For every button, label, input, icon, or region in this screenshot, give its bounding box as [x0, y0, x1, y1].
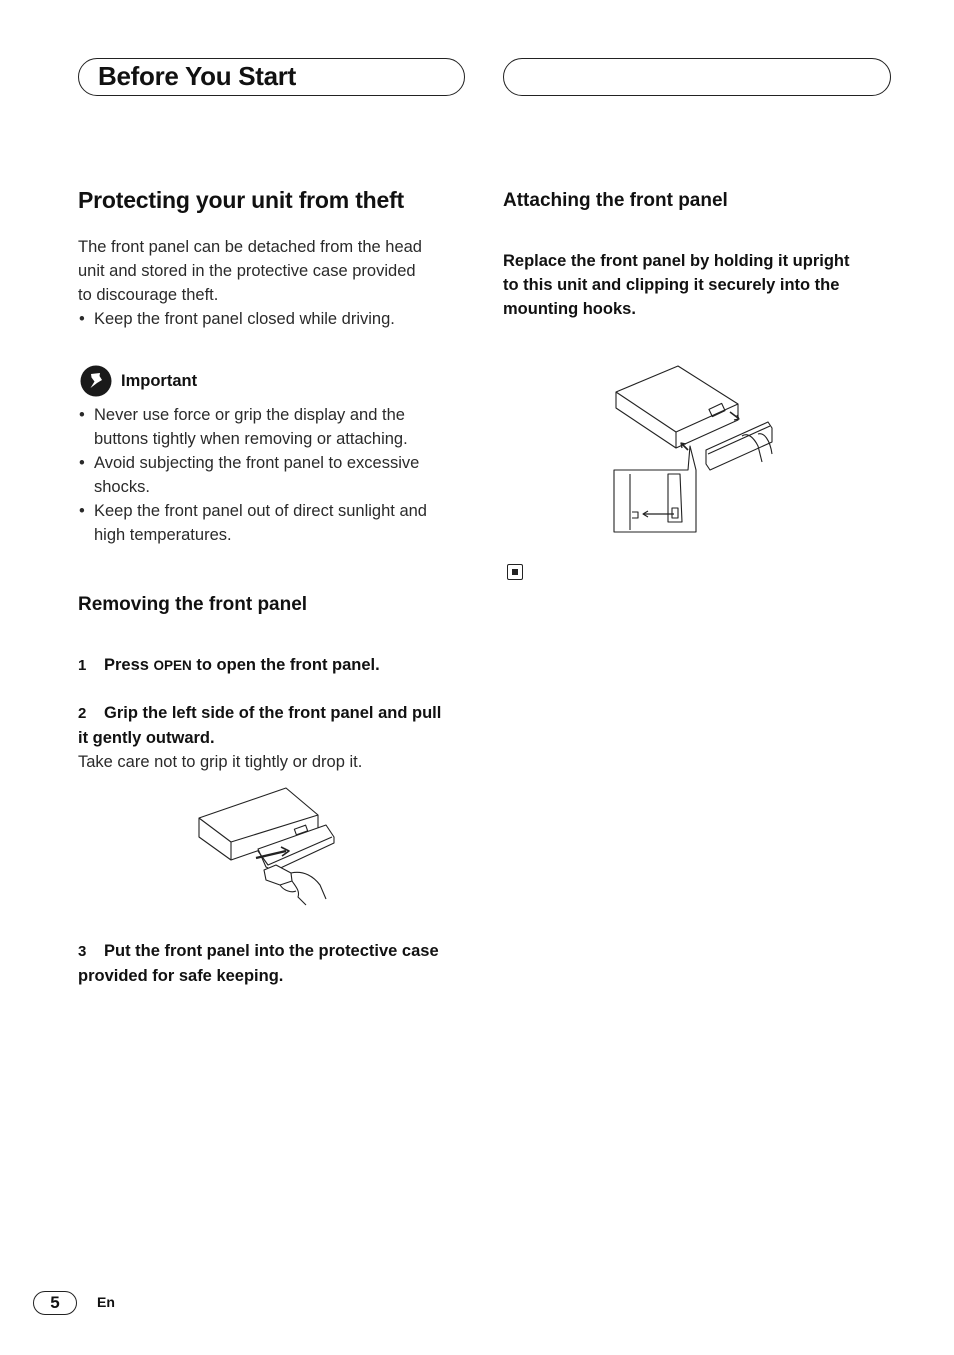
step-number: 1	[78, 657, 87, 674]
attaching-line: mounting hooks.	[503, 300, 636, 318]
section-title: Before You Start	[98, 61, 296, 91]
attaching-line: to this unit and clipping it securely into the	[503, 276, 840, 294]
section-header-tab-empty	[503, 58, 891, 96]
step-note: Take care not to grip it tightly or drop it.	[78, 753, 363, 771]
page-number: 5	[33, 1291, 77, 1315]
theft-para-line: unit and stored in the protective case provided	[78, 262, 416, 280]
section-header-tab	[78, 58, 465, 96]
important-pin-icon	[80, 365, 112, 397]
end-of-section-icon	[507, 564, 523, 580]
step-2	[78, 701, 478, 774]
attaching-line: Replace the front panel by holding it upright	[503, 252, 850, 270]
step-text: it gently outward.	[78, 729, 215, 747]
step-3	[78, 939, 478, 988]
step-text: to open the front panel.	[191, 656, 380, 674]
step-text: provided for safe keeping.	[78, 967, 284, 985]
important-bullet	[78, 451, 473, 499]
bullet-line: buttons tightly when removing or attaching.	[94, 430, 408, 448]
theft-bullet: • Keep the front panel closed while driving.	[78, 307, 468, 331]
important-bullet	[78, 403, 473, 451]
important-label: Important	[121, 372, 198, 390]
theft-heading: Protecting your unit from theft	[78, 187, 405, 213]
step-number: 3	[78, 943, 87, 960]
step-text: Grip the left side of the front panel and pull	[104, 704, 442, 722]
attaching-heading: Attaching the front panel	[503, 190, 728, 211]
bullet-line: • Keep the front panel out of direct sunlight and	[94, 502, 427, 520]
attaching-paragraph	[503, 249, 903, 321]
step-number: 2	[78, 705, 87, 722]
bullet-line: shocks.	[94, 478, 150, 496]
bullet-line: high temperatures.	[94, 526, 232, 544]
theft-para-line: The front panel can be detached from the head	[78, 238, 422, 256]
bullet-line: • Never use force or grip the display and the	[94, 406, 405, 424]
important-list	[78, 403, 473, 547]
theft-paragraph	[78, 235, 468, 331]
removing-panel-illustration	[196, 785, 344, 907]
important-bullet	[78, 499, 473, 547]
step-1	[78, 653, 380, 678]
open-key-label: OPEN	[153, 658, 192, 673]
removing-heading: Removing the front panel	[78, 594, 308, 615]
theft-para-line: to discourage theft.	[78, 286, 219, 304]
bullet-line: • Avoid subjecting the front panel to excessive	[94, 454, 420, 472]
attaching-panel-illustration	[610, 362, 776, 536]
step-text: Put the front panel into the protective case	[104, 942, 439, 960]
language-label: En	[97, 1294, 115, 1310]
step-text: Press	[104, 656, 154, 674]
